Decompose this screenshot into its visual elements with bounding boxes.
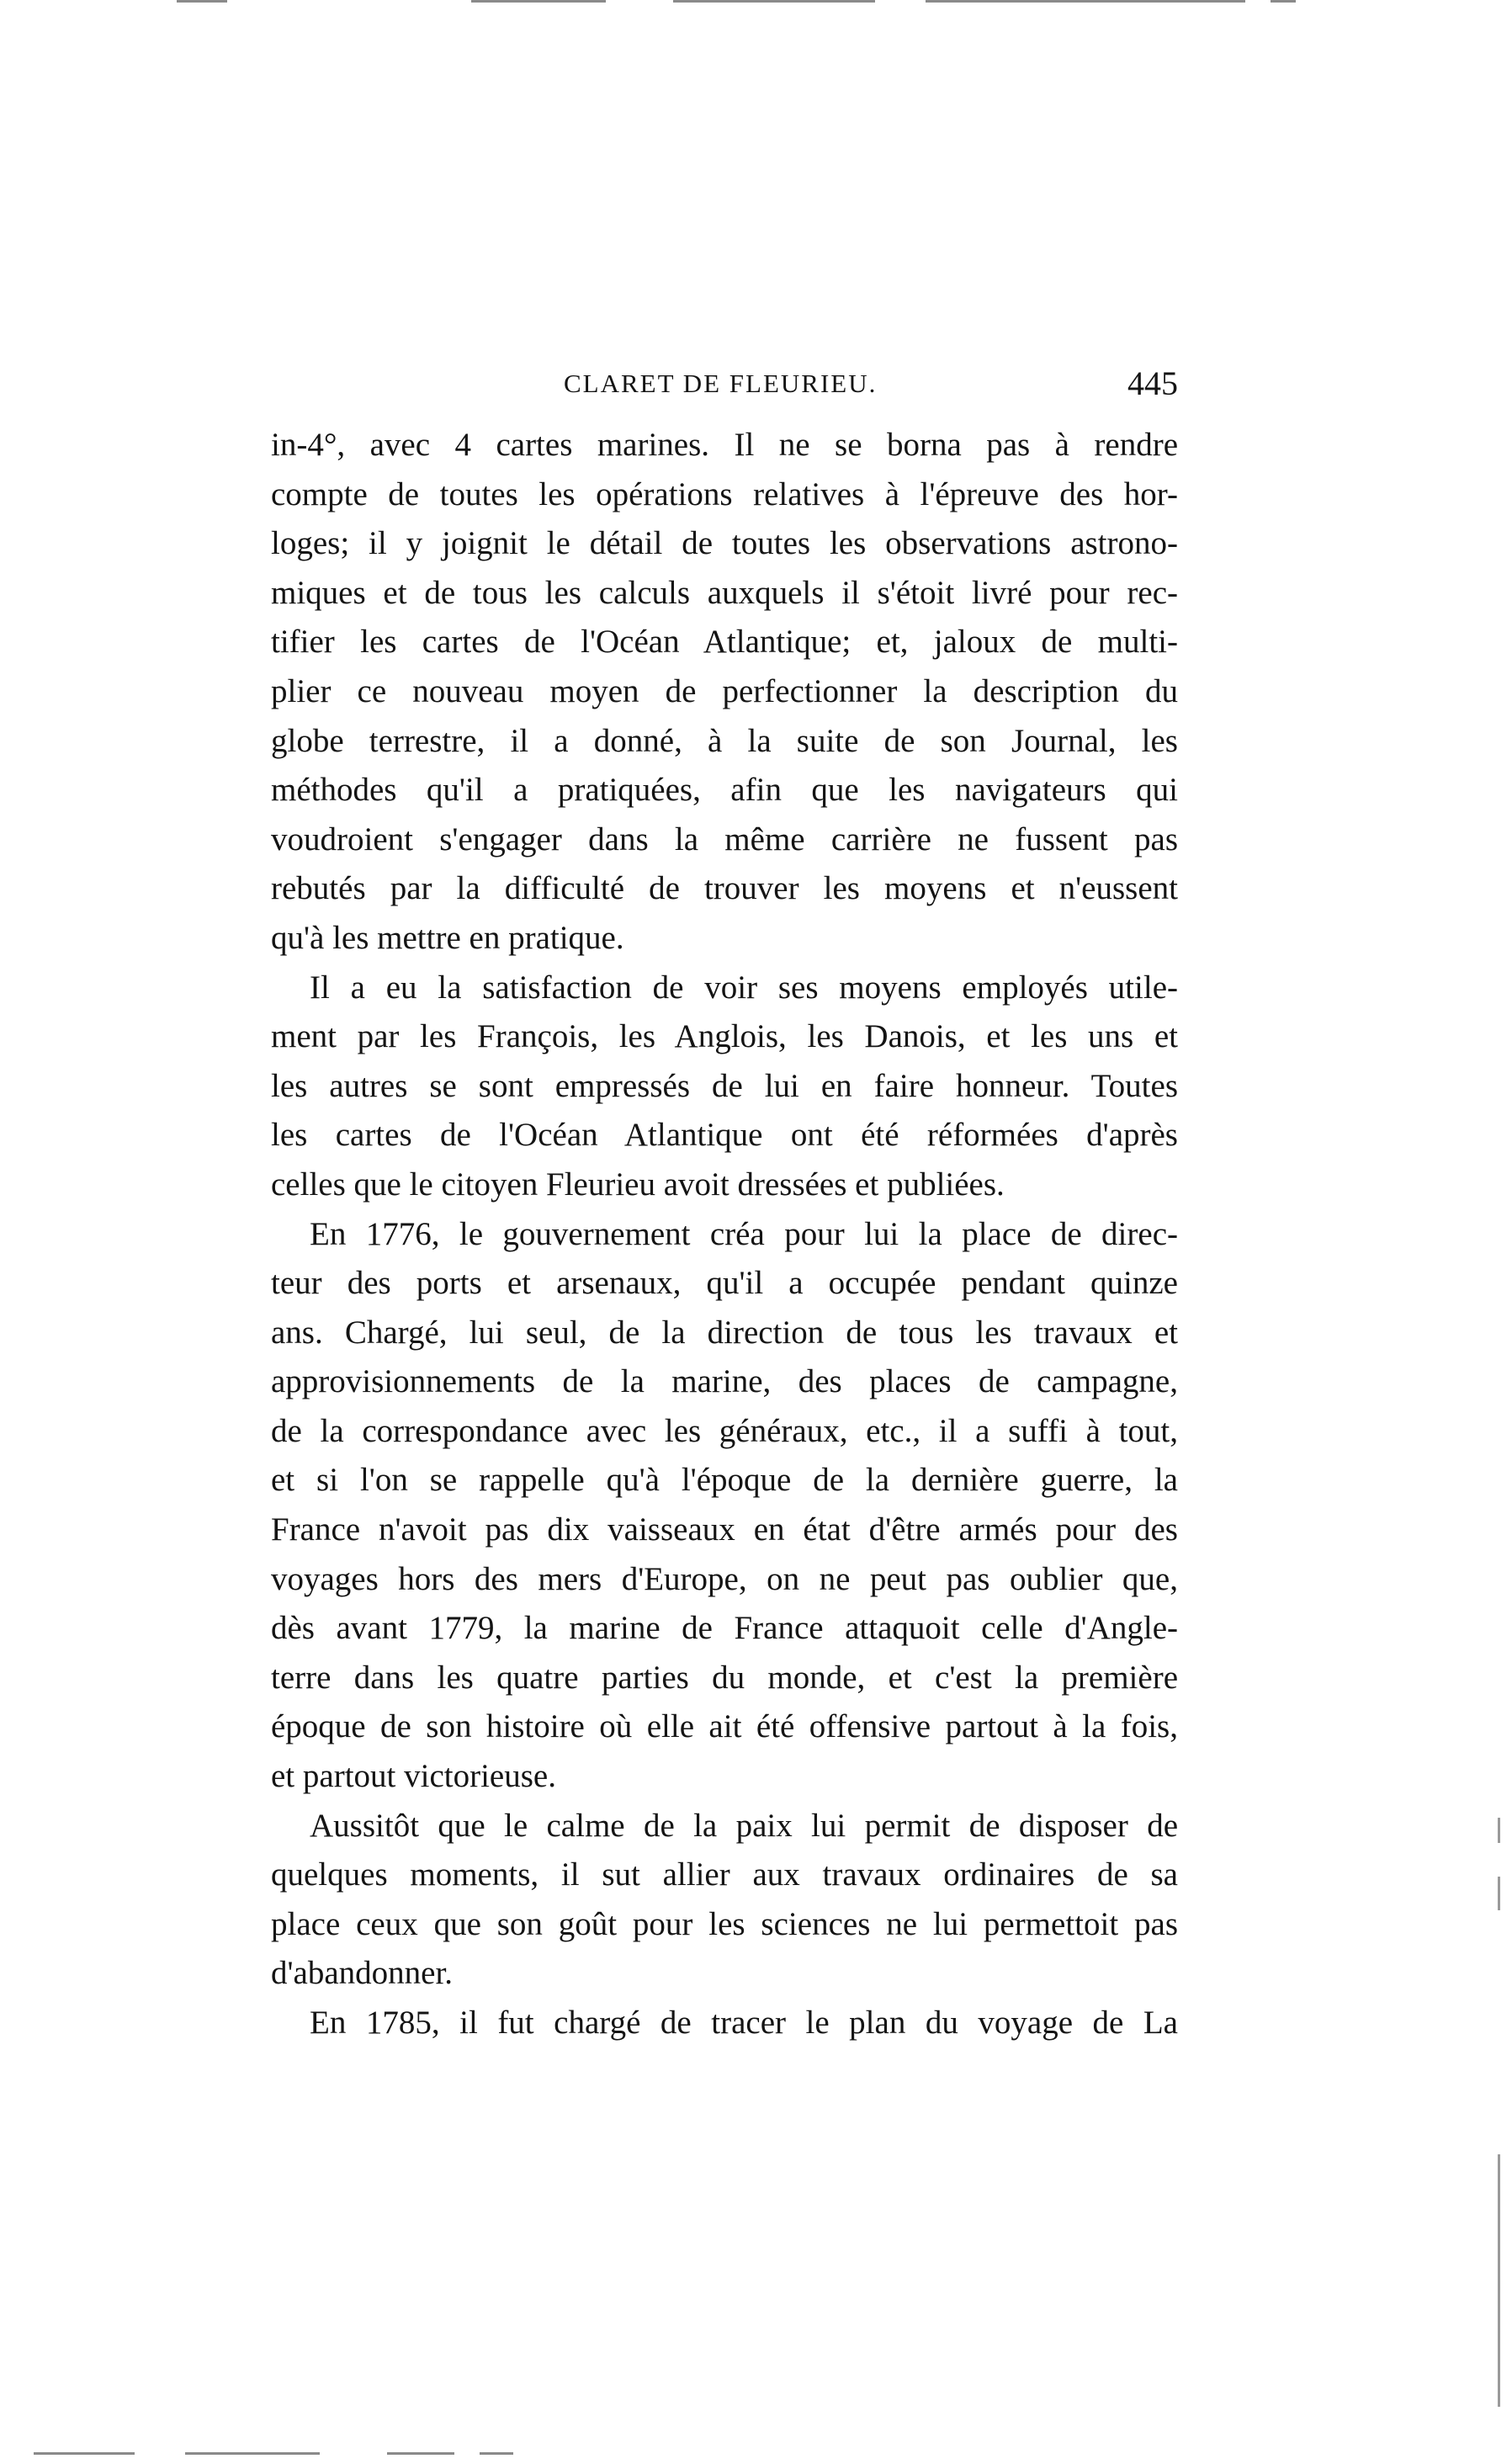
edge-mark: [387, 2452, 454, 2455]
text-line: les autres se sont empressés de lui en faire honneur. Toutes: [271, 1067, 1178, 1104]
edge-mark: [185, 2452, 320, 2455]
text-line: et si l'on se rappelle qu'à l'époque de la dernière guerre, la: [271, 1462, 1178, 1499]
text-line: in-4°, avec 4 cartes marines. Il ne se borna pas à rendre: [271, 427, 1178, 463]
edge-mark: [673, 0, 875, 3]
edge-mark: [1271, 0, 1296, 3]
text-line: loges; il y joignit le détail de toutes les observations astrono-: [271, 525, 1178, 562]
scan-bottom-edge: [0, 2452, 1512, 2464]
text-line: teur des ports et arsenaux, qu'il a occupée pendant quinze: [271, 1265, 1178, 1302]
text-line: celles que le citoyen Fleurieu avoit dressées et publiées.: [271, 1166, 1005, 1203]
text-line: ment par les François, les Anglois, les Danois, et les uns et: [271, 1018, 1178, 1055]
text-line: compte de toutes les opérations relatives à l'épreuve des hor-: [271, 475, 1178, 512]
edge-mark: [480, 2452, 513, 2455]
text-line: miques et de tous les calculs auxquels il s'étoit livré pour rec-: [271, 574, 1178, 611]
text-line: d'abandonner.: [271, 1955, 454, 1992]
text-line: les cartes de l'Océan Atlantique ont été réformées d'après: [271, 1117, 1178, 1154]
edge-mark: [926, 0, 1245, 3]
text-line: voudroient s'engager dans la même carrière ne fussent pas: [271, 820, 1178, 858]
text-line: approvisionnements de la marine, des places de campagne,: [271, 1363, 1178, 1400]
text-line: et partout victorieuse.: [271, 1758, 556, 1795]
page-number: 445: [1127, 364, 1178, 402]
text-line: de la correspondance avec les généraux, etc., il a suffi à tout,: [271, 1412, 1178, 1449]
scan-right-edge-mark: [1498, 1818, 1500, 1843]
edge-mark: [34, 2452, 135, 2455]
scan-right-edge-mark: [1498, 1877, 1500, 1910]
text-line: méthodes qu'il a pratiquées, afin que les navigateurs qui: [271, 772, 1178, 809]
text-line: globe terrestre, il a donné, à la suite de son Journal, les: [271, 722, 1178, 759]
text-line: terre dans les quatre parties du monde, et c'est la première: [271, 1659, 1178, 1696]
body-text: [271, 421, 1178, 2048]
text-line: dès avant 1779, la marine de France attaquoit celle d'Angle-: [271, 1610, 1178, 1647]
text-line: époque de son histoire où elle ait été offensive partout à la fois,: [271, 1708, 1178, 1745]
running-title: CLARET DE FLEURIEU.: [564, 369, 878, 398]
scan-right-edge-mark: [1498, 2154, 1500, 2407]
running-head: [271, 364, 1178, 406]
edge-mark: [177, 0, 227, 3]
text-line: France n'avoit pas dix vaisseaux en état d'être armés pour des: [271, 1511, 1178, 1548]
text-line: quelques moments, il sut allier aux travaux ordinaires de sa: [271, 1856, 1178, 1893]
text-line: voyages hors des mers d'Europe, on ne peut pas oublier que,: [271, 1560, 1178, 1597]
text-line: Aussitôt que le calme de la paix lui permit de disposer de: [310, 1807, 1178, 1844]
scan-top-edge: [0, 0, 1512, 12]
edge-mark: [471, 0, 606, 3]
text-line: plier ce nouveau moyen de perfectionner la description du: [271, 672, 1178, 709]
text-line: En 1776, le gouvernement créa pour lui la place de direc-: [310, 1215, 1178, 1252]
text-line: ans. Chargé, lui seul, de la direction de tous les travaux et: [271, 1314, 1178, 1351]
text-line: En 1785, il fut chargé de tracer le plan du voyage de La: [310, 2005, 1178, 2041]
text-line: qu'à les mettre en pratique.: [271, 919, 624, 956]
text-line: Il a eu la satisfaction de voir ses moyens employés utile-: [310, 969, 1178, 1006]
text-line: rebutés par la difficulté de trouver les moyens et n'eussent: [271, 870, 1178, 907]
text-line: place ceux que son goût pour les sciences ne lui permettoit pas: [271, 1905, 1178, 1942]
text-line: tifier les cartes de l'Océan Atlantique; et, jaloux de multi-: [271, 624, 1178, 661]
